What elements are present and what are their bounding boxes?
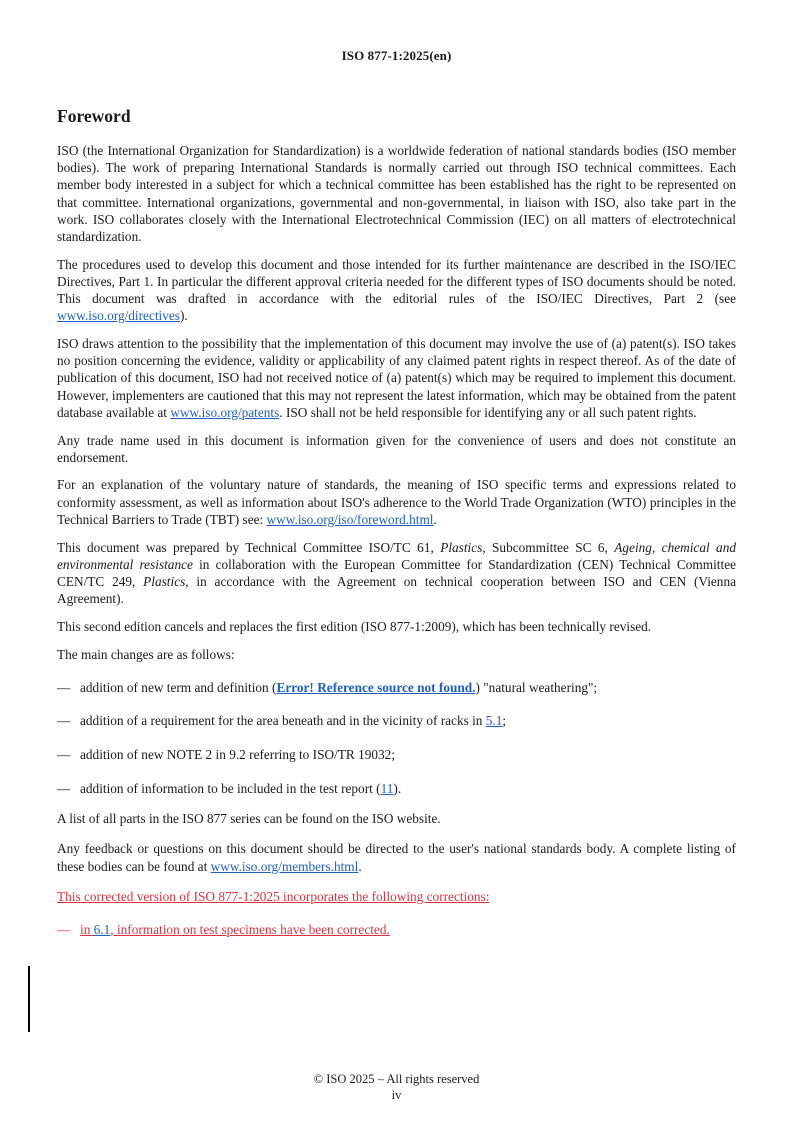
text: Any feedback or questions on this document should be directed to the user's national standards body. A complete listing of these bodies can be found at <box>57 841 736 874</box>
text: in collaboration with the European Committee for Standardization (CEN) Technical Committee CEN/TC 249, <box>57 556 736 589</box>
section-title: Foreword <box>57 106 131 126</box>
text: For an explanation of the voluntary nature of standards, the meaning of ISO specific terms and expressions related to conformity assessment, as well as information about ISO's adherence to the World Trade Organization (WTO) principles in the Technical Barriers to Trade (TBT) see: <box>57 477 736 527</box>
clause-11-link[interactable]: 11 <box>380 780 394 796</box>
directives-link[interactable]: www.iso.org/directives <box>57 308 180 324</box>
text: This document was prepared by Technical Committee ISO/TC 61, <box>57 539 441 555</box>
committee-title: Plastics <box>440 539 483 555</box>
text: , Subcommittee SC 6, <box>482 539 615 555</box>
change-text: addition of new NOTE 2 in 9.2 referring to ISO/TR 19032; <box>80 747 396 763</box>
text: ) "natural weathering"; <box>475 679 598 695</box>
revision-change-bar <box>28 966 30 1032</box>
text: . <box>433 511 437 527</box>
text: The procedures used to develop this document and those intended for its further maintenance are described in the ISO/IEC Directives, Part 1. In particular the different approval criteria needed for the different types of ISO documents should be noted. This document was drafted in accordance with the editorial rules of the ISO/IEC Directives, Part 2 (see <box>57 256 736 307</box>
foreword-content <box>57 104 736 955</box>
patents-link[interactable]: www.iso.org/patents <box>170 404 280 420</box>
dash-bullet: — <box>57 780 71 796</box>
dash-bullet: — <box>57 921 71 937</box>
paragraph-patents <box>57 335 736 421</box>
paragraph-main-changes: The main changes are as follows: <box>57 646 235 662</box>
paragraph-iso-intro: ISO (the International Organization for Standardization) is a worldwide federation of national standards bodies (ISO member bodies). The work of preparing International Standards is normally carried out through ISO technical committees. Each member body interested in a subject for which a technical committee has been established has the right to be represented on that committee. International organizations, governmental and non-governmental, in liaison with ISO, also take part in the work. ISO collaborates closely with the International Electrotechnical Commission (IEC) on all matters of electrotechnical standardization. <box>57 143 736 245</box>
change-item <box>57 746 736 763</box>
text: addition of information to be included in the test report ( <box>80 780 381 796</box>
page-footer <box>0 1071 793 1103</box>
members-link[interactable]: www.iso.org/members.html <box>210 858 359 874</box>
paragraph-series-list: A list of all parts in the ISO 877 series can be found on the ISO website. <box>57 811 441 827</box>
text: addition of a requirement for the area beneath and in the vicinity of racks in <box>80 713 486 729</box>
paragraph-trade-name: Any trade name used in this document is information given for the convenience of users and does not constitute an endorsement. <box>57 432 736 465</box>
change-item <box>57 712 736 729</box>
text: ). <box>179 308 188 324</box>
change-text <box>80 780 401 797</box>
paragraph-feedback <box>57 840 736 874</box>
correction-item <box>57 921 736 938</box>
clause-6-1-link[interactable]: 6.1 <box>93 921 111 937</box>
subcommittee-title: Ageing, chemical and environmental resistance <box>57 539 737 572</box>
text: addition of new term and definition ( <box>80 679 277 695</box>
dash-bullet: — <box>57 679 71 695</box>
dash-bullet: — <box>57 747 71 763</box>
dash-bullet: — <box>57 713 71 729</box>
paragraph-edition: This second edition cancels and replaces the first edition (ISO 877-1:2009), which has been technically revised. <box>57 618 652 634</box>
text: . ISO shall not be held responsible for identifying any or all such patent rights. <box>279 404 697 420</box>
paragraph-prepared-by <box>57 539 736 608</box>
clause-5-1-link[interactable]: 5.1 <box>485 713 503 729</box>
cen-committee-title: Plastics <box>143 573 186 589</box>
text: ). <box>393 780 402 796</box>
change-text <box>80 712 506 729</box>
paragraph-voluntary-nature <box>57 476 736 528</box>
text: . <box>358 858 362 874</box>
text: in <box>80 921 94 937</box>
corrections-intro: This corrected version of ISO 877-1:2025 incorporates the following corrections: <box>57 888 490 904</box>
page-number: iv <box>391 1088 402 1102</box>
broken-reference-link[interactable]: Error! Reference source not found. <box>276 679 476 695</box>
change-item <box>57 780 736 797</box>
text: , information on test specimens have been corrected. <box>110 921 390 937</box>
paragraph-procedures <box>57 256 736 325</box>
change-text <box>80 679 597 696</box>
text: ; <box>502 713 507 729</box>
foreword-link[interactable]: www.iso.org/iso/foreword.html <box>266 511 434 527</box>
copyright-notice: © ISO 2025 – All rights reserved <box>313 1072 480 1086</box>
page-header: ISO 877-1:2025(en) <box>341 48 452 63</box>
text: , in accordance with the Agreement on technical cooperation between ISO and CEN (Vienna Agreement). <box>57 573 737 607</box>
text: ISO draws attention to the possibility that the implementation of this document may involve the use of (a) patent(s). ISO takes no position concerning the evidence, validity or applicability of any claimed patent rights in respect thereof. As of the date of publication of this document, ISO had not received notice of (a) patent(s) which may be required to implement this document. However, implementers are cautioned that this may not represent the latest information, which may be obtained from the patent database available at <box>57 336 736 420</box>
change-item <box>57 679 736 696</box>
